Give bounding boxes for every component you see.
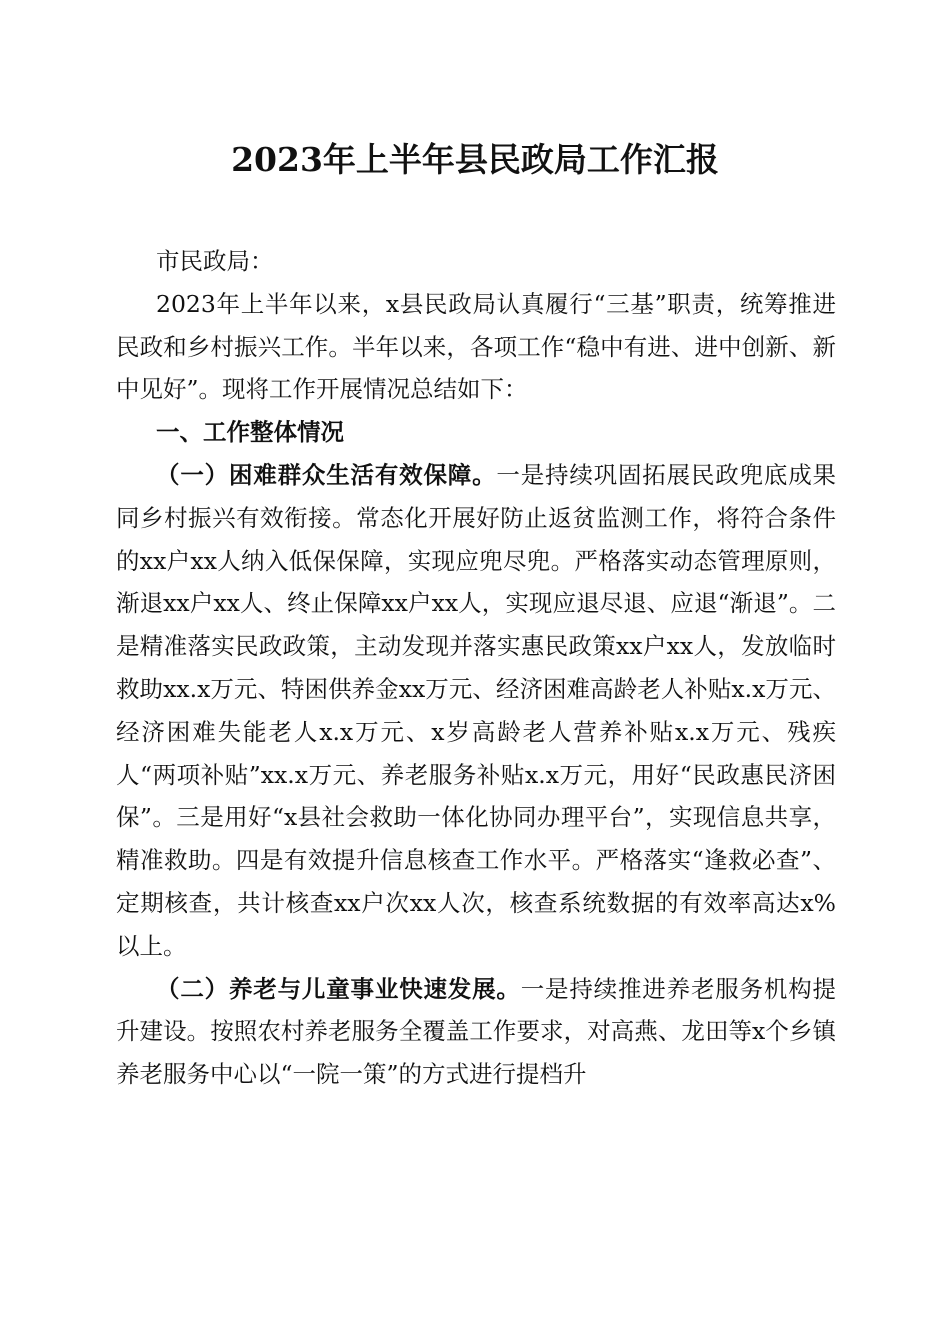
subsection-2-paragraph	[116, 968, 836, 1096]
intro-paragraph: 2023年上半年以来，x县民政局认真履行“三基”职责，统筹推进民政和乡村振兴工作。半年以来，各项工作“稳中有进、进中创新、新中见好”。现将工作开展情况总结如下：	[116, 289, 836, 404]
salutation: 市民政局：	[156, 247, 274, 275]
section-heading: 一、工作整体情况	[156, 418, 344, 447]
subsection-2-text: 一是持续推进养老服务机构提升建设。按照农村养老服务全覆盖工作要求，对高燕、龙田等x个乡镇养老服务中心以“一院一策”的方式进行提档升	[116, 974, 837, 1089]
subsection-1-paragraph	[116, 454, 836, 968]
subsection-1-lead: （一）困难群众生活有效保障。	[156, 460, 497, 489]
document-body	[116, 240, 836, 1096]
subsection-2-lead: （二）养老与儿童事业快速发展。	[156, 974, 521, 1003]
subsection-1-text: 一是持续巩固拓展民政兜底成果同乡村振兴有效衔接。常态化开展好防止返贫监测工作，将符合条件的xx户xx人纳入低保保障，实现应兜尽兜。严格落实动态管理原则，渐退xx户xx人、终止保障xx户xx人，实现应退尽退、应退“渐退”。二是精准落实民政政策，主动发现并落实惠民政策xx户xx人，发放临时救助xx.x万元、特困供养金xx万元、经济困难高龄老人补贴x.x万元、经济困难失能老人x.x万元、x岁高龄老人营养补贴x.x万元、残疾人“两项补贴”xx.x万元、养老服务补贴x.x万元，用好“民政惠民济困保”。三是用好“x县社会救助一体化协同办理平台”，实现信息共享，精准救助。四是有效提升信息核查工作水平。严格落实“逢救必查”、定期核查，共计核查xx户次xx人次，核查系统数据的有效率高达x%以上。	[116, 460, 837, 960]
document-title: 2023年上半年县民政局工作汇报	[231, 140, 719, 179]
